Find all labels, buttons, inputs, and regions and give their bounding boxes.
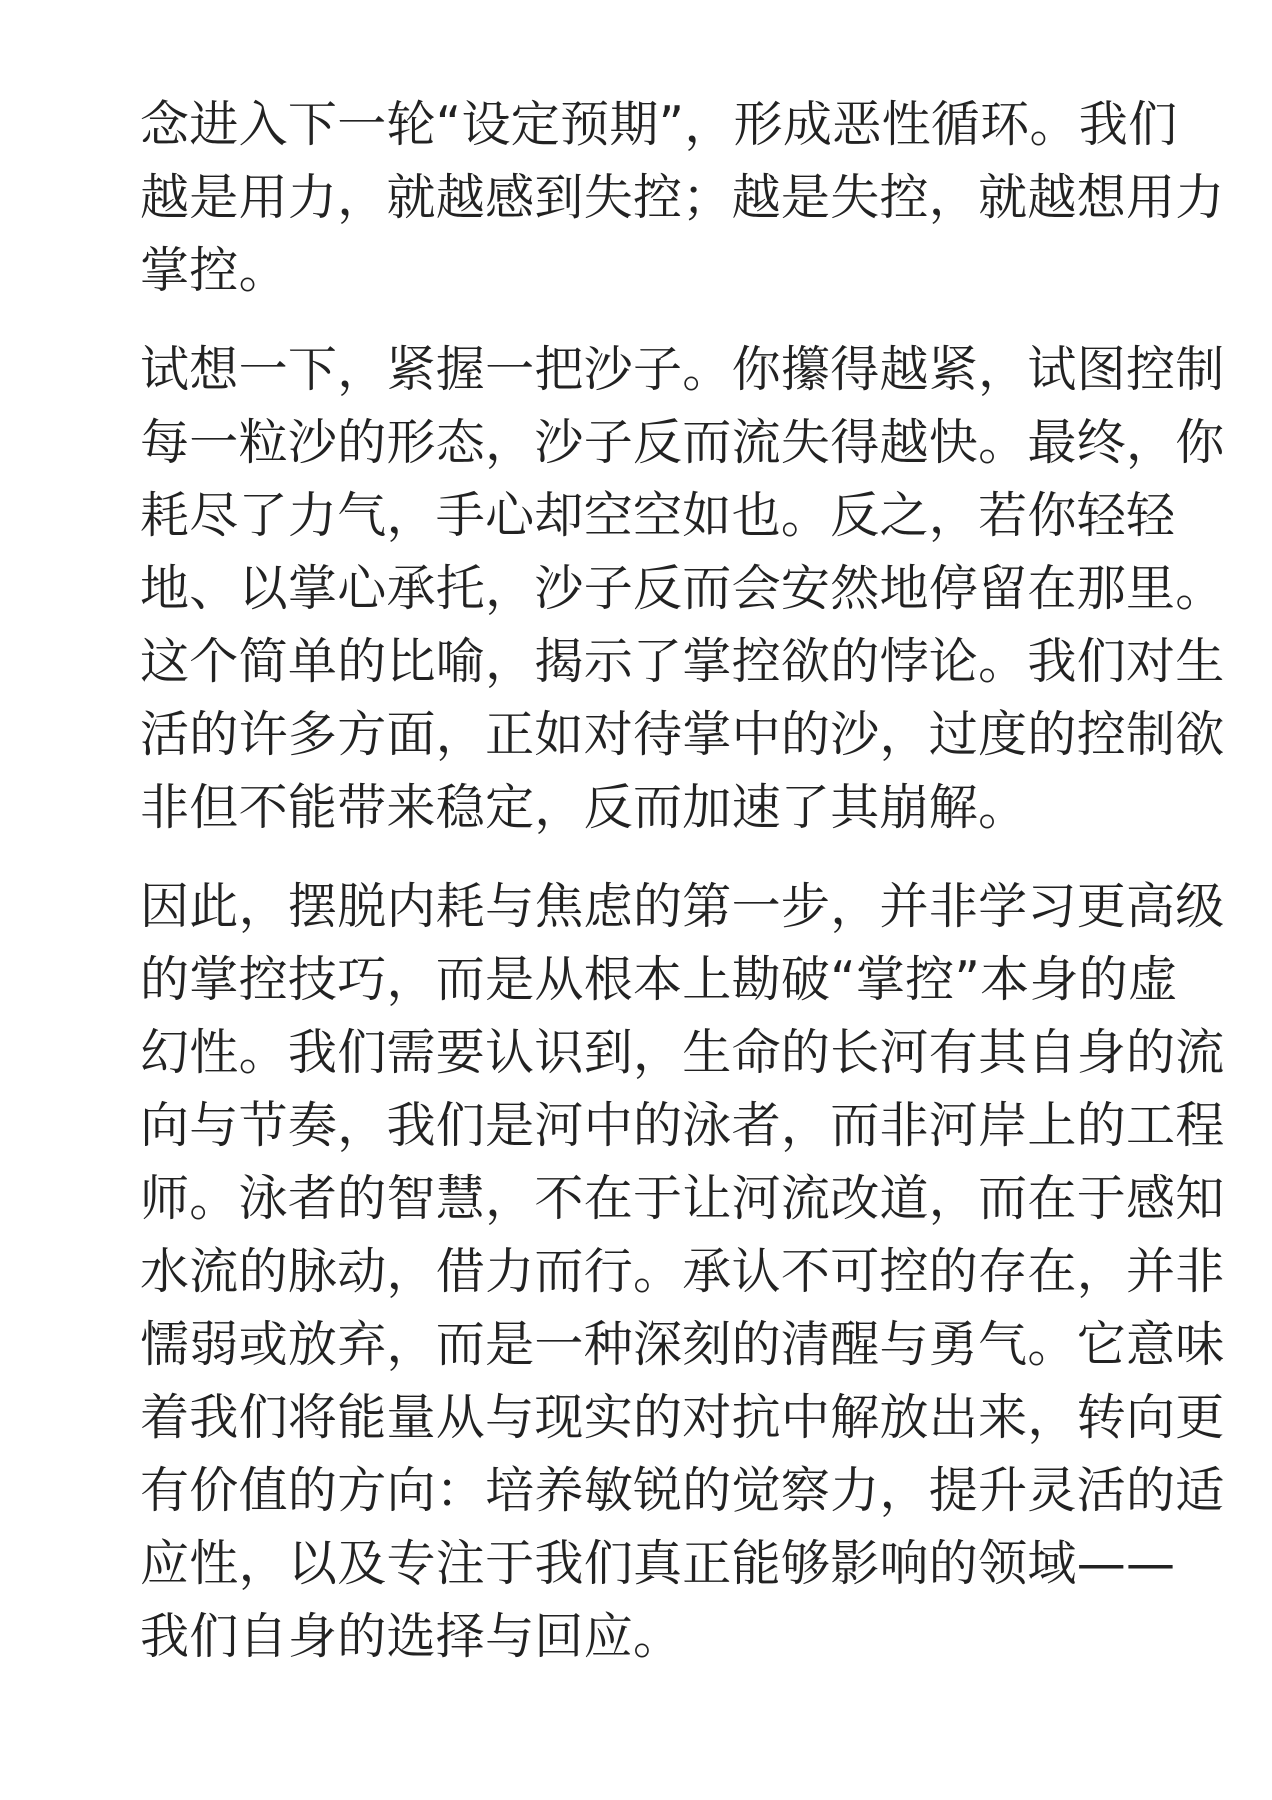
paragraph-1 bbox=[140, 88, 1225, 307]
article-body bbox=[140, 88, 1225, 1699]
text-line: 有价值的方向：培养敏锐的觉察力，提升灵活的适 bbox=[140, 1462, 1225, 1519]
text-line: 师。泳者的智慧，不在于让河流改道，而在于感知 bbox=[140, 1170, 1225, 1227]
paragraph-3 bbox=[140, 870, 1225, 1673]
text-line: 掌控。 bbox=[140, 242, 288, 299]
text-line: 非但不能带来稳定，反而加速了其崩解。 bbox=[140, 779, 1028, 836]
text-line: 地、以掌心承托，沙子反而会安然地停留在那里。 bbox=[140, 560, 1225, 617]
text-line: 念进入下一轮“设定预期”，形成恶性循环。我们 bbox=[140, 96, 1178, 153]
text-line: 试想一下，紧握一把沙子。你攥得越紧，试图控制 bbox=[140, 341, 1225, 398]
text-line: 耗尽了力气，手心却空空如也。反之，若你轻轻 bbox=[140, 487, 1176, 544]
text-line: 我们自身的选择与回应。 bbox=[140, 1608, 683, 1665]
text-line: 应性，以及专注于我们真正能够影响的领域—— bbox=[140, 1535, 1176, 1592]
paragraph-2 bbox=[140, 333, 1225, 844]
text-line: 越是用力，就越感到失控；越是失控，就越想用力 bbox=[140, 169, 1225, 226]
text-line: 着我们将能量从与现实的对抗中解放出来，转向更 bbox=[140, 1389, 1225, 1446]
text-line: 这个简单的比喻，揭示了掌控欲的悖论。我们对生 bbox=[140, 633, 1225, 690]
text-line: 因此，摆脱内耗与焦虑的第一步，并非学习更高级 bbox=[140, 878, 1225, 935]
text-line: 活的许多方面，正如对待掌中的沙，过度的控制欲 bbox=[140, 706, 1225, 763]
text-line: 幻性。我们需要认识到，生命的长河有其自身的流 bbox=[140, 1024, 1225, 1081]
text-line: 向与节奏，我们是河中的泳者，而非河岸上的工程 bbox=[140, 1097, 1225, 1154]
text-line: 水流的脉动，借力而行。承认不可控的存在，并非 bbox=[140, 1243, 1225, 1300]
text-line: 每一粒沙的形态，沙子反而流失得越快。最终，你 bbox=[140, 414, 1225, 471]
text-line: 的掌控技巧，而是从根本上勘破“掌控”本身的虚 bbox=[140, 951, 1178, 1008]
text-line: 懦弱或放弃，而是一种深刻的清醒与勇气。它意味 bbox=[140, 1316, 1225, 1373]
